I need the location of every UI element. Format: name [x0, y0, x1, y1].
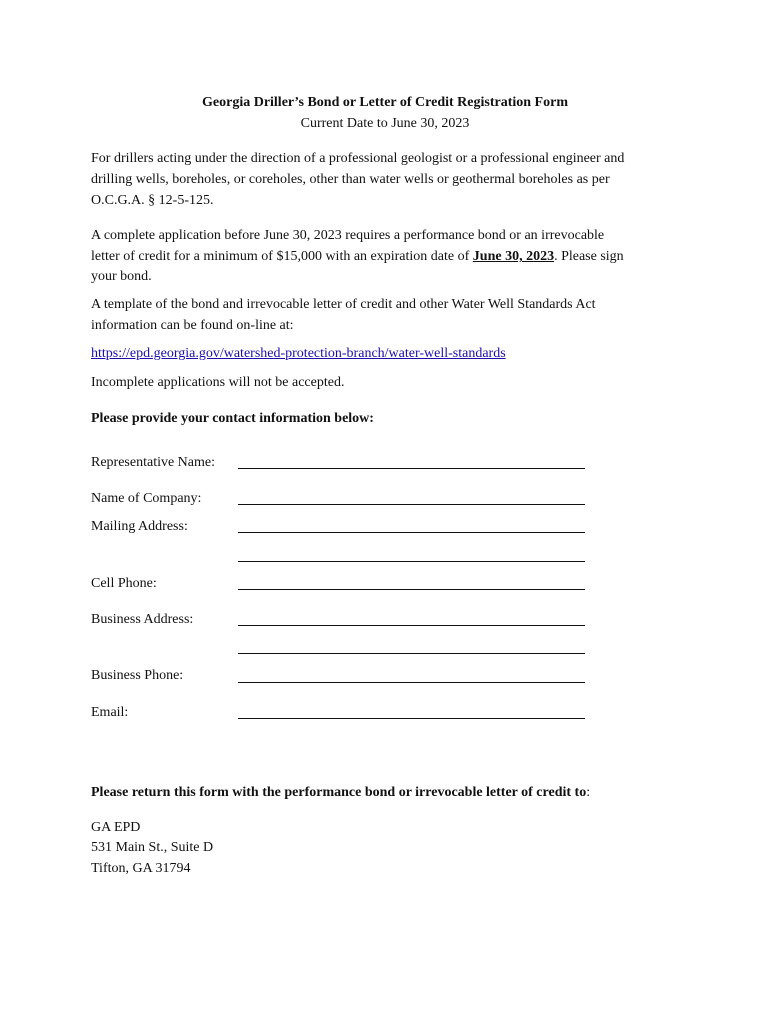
intro-line-3: O.C.G.A. § 12-5-125.: [91, 193, 214, 208]
application-line-2-text: letter of credit for a minimum of $15,000 with an expiration date of: [91, 249, 473, 264]
company-name-line[interactable]: [238, 504, 585, 505]
incomplete-note: Incomplete applications will not be accepted.: [91, 375, 345, 390]
return-address-line-1: GA EPD: [91, 820, 141, 835]
cell-phone-line[interactable]: [238, 589, 585, 590]
return-address-line-2: 531 Main St., Suite D: [91, 840, 214, 855]
cell-phone-label: Cell Phone:: [91, 576, 157, 591]
template-info-line-2: information can be found on-line at:: [91, 318, 294, 333]
representative-name-label: Representative Name:: [91, 455, 216, 470]
business-address-line-2[interactable]: [238, 653, 585, 654]
representative-name-line[interactable]: [238, 468, 585, 469]
mailing-address-label: Mailing Address:: [91, 519, 188, 534]
email-label: Email:: [91, 705, 129, 720]
form-subtitle: Current Date to June 30, 2023: [300, 116, 470, 131]
return-heading: [91, 783, 590, 803]
expiration-date: June 30, 2023: [472, 249, 555, 264]
return-heading-colon: :: [586, 785, 591, 800]
water-well-standards-link[interactable]: https://epd.georgia.gov/watershed-protection-branch/water-well-standards: [91, 346, 506, 361]
contact-heading: Please provide your contact information below:: [91, 411, 374, 426]
company-name-label: Name of Company:: [91, 491, 202, 506]
intro-line-1: For drillers acting under the direction of a professional geologist or a professional engineer and: [91, 151, 625, 166]
email-line[interactable]: [238, 718, 585, 719]
application-line-1: A complete application before June 30, 2023 requires a performance bond or an irrevocable: [91, 228, 605, 243]
application-line-3: your bond.: [91, 269, 152, 284]
template-info-line-1: A template of the bond and irrevocable letter of credit and other Water Well Standards Act: [91, 297, 596, 312]
mailing-address-line-1[interactable]: [238, 532, 585, 533]
application-line-2: [91, 247, 624, 267]
return-address-line-3: Tifton, GA 31794: [91, 861, 191, 876]
business-address-line-1[interactable]: [238, 625, 585, 626]
intro-line-2: drilling wells, boreholes, or coreholes, other than water wells or geothermal boreholes as per: [91, 172, 610, 187]
business-address-label: Business Address:: [91, 612, 194, 627]
form-title: Georgia Driller’s Bond or Letter of Credit Registration Form: [202, 95, 568, 110]
return-heading-text: Please return this form with the performance bond or irrevocable letter of credit to: [91, 785, 587, 800]
business-phone-label: Business Phone:: [91, 668, 184, 683]
business-phone-line[interactable]: [238, 682, 585, 683]
mailing-address-line-2[interactable]: [238, 561, 585, 562]
application-line-2-end: . Please sign: [554, 249, 624, 264]
